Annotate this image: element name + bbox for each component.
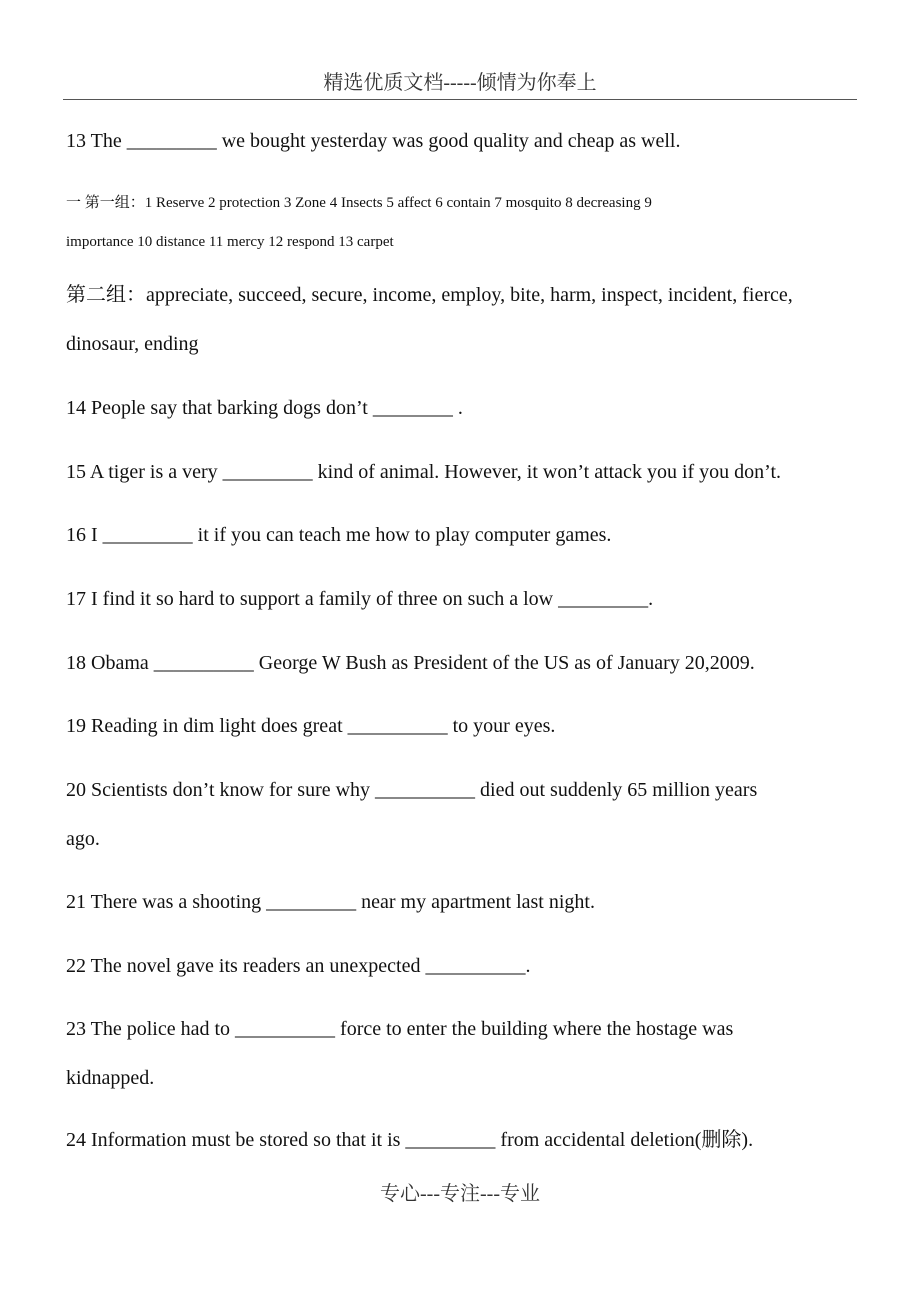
group2-wordbank-line2: dinosaur, ending	[66, 333, 199, 355]
group2-wordbank-line1: 第二组：appreciate, succeed, secure, income, employ, bite, harm, inspect, incident, fierce,	[66, 284, 793, 306]
group1-answers-line2: importance 10 distance 11 mercy 12 respond 13 carpet	[66, 234, 394, 250]
group1-answers-line1: 一 第一组：1 Reserve 2 protection 3 Zone 4 Insects 5 affect 6 contain 7 mosquito 8 decreasing 9	[66, 195, 652, 211]
question-22: 22 The novel gave its readers an unexpected __________.	[66, 955, 531, 977]
question-13: 13 The _________ we bought yesterday was good quality and cheap as well.	[66, 130, 681, 152]
question-24: 24 Information must be stored so that it is _________ from accidental deletion(删除).	[66, 1129, 754, 1151]
question-15: 15 A tiger is a very _________ kind of animal. However, it won’t attack you if you don’t.	[66, 461, 782, 483]
question-14: 14 People say that barking dogs don’t ________ .	[66, 397, 463, 419]
header-divider	[63, 99, 857, 100]
question-18: 18 Obama __________ George W Bush as President of the US as of January 20,2009.	[66, 652, 755, 674]
question-19: 19 Reading in dim light does great __________ to your eyes.	[66, 715, 556, 737]
question-20-line1: 20 Scientists don’t know for sure why __________ died out suddenly 65 million years	[66, 779, 758, 801]
question-21: 21 There was a shooting _________ near my apartment last night.	[66, 891, 595, 913]
question-23-line1: 23 The police had to __________ force to enter the building where the hostage was	[66, 1018, 734, 1040]
question-23-line2: kidnapped.	[66, 1067, 155, 1089]
page-footer-text: 专心---专注---专业	[380, 1183, 540, 1205]
page-header-title: 精选优质文档-----倾情为你奉上	[323, 72, 597, 94]
question-16: 16 I _________ it if you can teach me how to play computer games.	[66, 524, 612, 546]
question-17: 17 I find it so hard to support a family of three on such a low _________.	[66, 588, 654, 610]
question-20-line2: ago.	[66, 828, 100, 850]
